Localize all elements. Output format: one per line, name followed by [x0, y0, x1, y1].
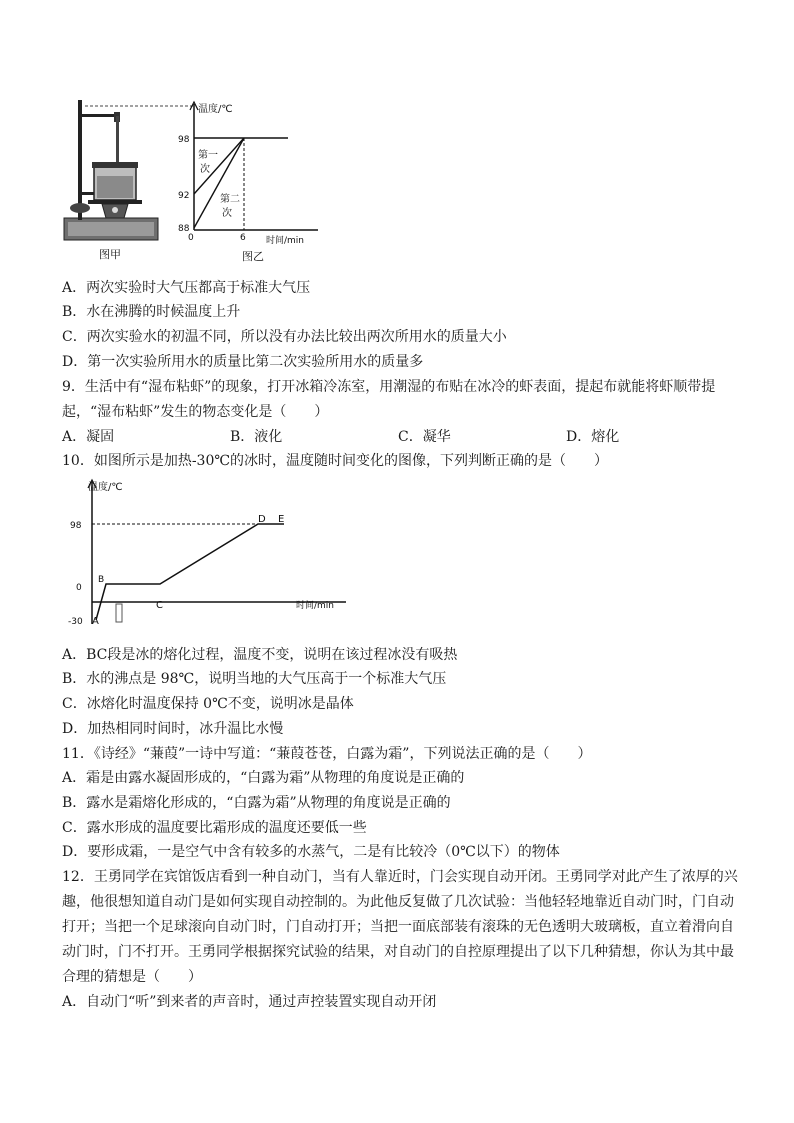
- label-second-3: 次: [222, 208, 232, 219]
- q10-x-label: 时间/min: [296, 601, 335, 611]
- q12-stem-line5: 合理的猜想是（ ）: [62, 969, 202, 985]
- q9-option-d: D．熔化: [566, 429, 620, 445]
- y-tick-92: 92: [178, 191, 190, 201]
- q9-stem-line2: 起，“湿布粘虾”发生的物态变化是（ ）: [62, 404, 329, 420]
- q11-option-c: C．露水形成的温度要比霜形成的温度还要低一些: [62, 820, 367, 836]
- q12-option-a: A．自动门“听”到来者的声音时，通过声控装置实现自动开闭: [62, 994, 437, 1010]
- q8-option-d: D．第一次实验所用水的质量比第二次实验所用水的质量多: [62, 354, 424, 370]
- q12-stem-line1: 12．王勇同学在宾馆饭店看到一种自动门，当有人靠近时，门会实现自动开闭。王勇同学对此产生了浓厚的兴: [62, 869, 738, 885]
- q11-option-d: D．要形成霜，一是空气中含有较多的水蒸气，二是有比较冷（0℃以下）的物体: [62, 844, 560, 860]
- y-axis-label: 温度/℃: [198, 104, 233, 115]
- q11-option-b: B．露水是霜熔化形成的，“白露为霜”从物理的角度说是正确的: [62, 795, 451, 811]
- q12-stem-line3: 打开；当把一个足球滚向自动门时，门自动打开；当把一面底部装有滚珠的无色透明大玻璃板，直立着滑向自: [62, 919, 734, 935]
- q11-stem: 11．《诗经》“蒹葭”一诗中写道：“蒹葭苍苍，白露为霜”，下列说法正确的是（ ）: [62, 746, 592, 762]
- figure-yi-chart: [170, 100, 320, 264]
- q10-option-c: C．冰熔化时温度保持 0℃不变，说明冰是晶体: [62, 696, 354, 712]
- q10-point-c: C: [156, 600, 163, 611]
- q9-stem-line1: 9．生活中有“湿布粘虾”的现象，打开冰箱冷冻室，用潮湿的布贴在冰冷的虾表面，提起布就能将虾顺带提: [62, 379, 716, 395]
- q9-option-a: A．凝固: [62, 429, 115, 445]
- q10-point-d: D: [258, 514, 266, 525]
- q10-stem: 10．如图所示是加热-30℃的冰时，温度随时间变化的图像，下列判断正确的是（ ）: [62, 453, 609, 469]
- q10-chart: [62, 476, 352, 630]
- q10-y-tick-98: 98: [70, 521, 82, 531]
- y-tick-88: 88: [178, 224, 190, 234]
- label-first-1: 第: [198, 150, 208, 161]
- q10-y-tick-neg30: -30: [68, 617, 83, 627]
- q11-option-a: A．霜是由露水凝固形成的，“白露为霜”从物理的角度说是正确的: [62, 770, 465, 786]
- q10-point-b: B: [98, 575, 105, 585]
- q10-y-label: 温度/℃: [88, 482, 123, 493]
- q10-y-tick-0: 0: [76, 583, 82, 593]
- q9-option-c: C．凝华: [398, 429, 451, 445]
- q12-stem-line4: 动门时，门不打开。王勇同学根据探究试验的结果，对自动门的自控原理提出了以下几种猜想，你认为其中最: [62, 944, 734, 960]
- figure-jia-apparatus: [62, 96, 178, 264]
- figure-jia-caption: 图甲: [99, 248, 121, 261]
- label-first-3: 次: [200, 164, 210, 175]
- q10-point-e: E: [278, 514, 285, 525]
- y-tick-98: 98: [178, 135, 190, 145]
- label-second-1: 第: [220, 194, 230, 205]
- q10-option-b: B．水的沸点是 98℃，说明当地的大气压高于一个标准大气压: [62, 671, 447, 687]
- x-tick-6: 6: [240, 233, 246, 243]
- q10-option-a: A．BC段是冰的熔化过程，温度不变，说明在该过程冰没有吸热: [62, 647, 458, 663]
- q8-option-a: A．两次实验时大气压都高于标准大气压: [62, 280, 311, 296]
- q12-stem-line2: 趣，他很想知道自动门是如何实现自动控制的。为此他反复做了几次试验：当他轻轻地靠近自动门时，门自动: [62, 894, 734, 910]
- q10-option-d: D．加热相同时间时，冰升温比水慢: [62, 721, 284, 737]
- x-axis-label: 时间/min: [266, 236, 305, 246]
- label-first-2: 一: [208, 150, 218, 161]
- q10-point-a: A: [92, 616, 99, 627]
- label-second-2: 二: [230, 194, 240, 205]
- stand-rod: [78, 100, 82, 220]
- q8-option-c: C．两次实验水的初温不同，所以没有办法比较出两次所用水的质量大小: [62, 329, 507, 345]
- q9-option-b: B．液化: [230, 429, 283, 445]
- q8-option-b: B．水在沸腾的时候温度上升: [62, 304, 241, 320]
- figure-yi-caption: 图乙: [242, 250, 264, 263]
- q10-heating-curve: [96, 524, 284, 620]
- x-tick-0: 0: [188, 233, 194, 243]
